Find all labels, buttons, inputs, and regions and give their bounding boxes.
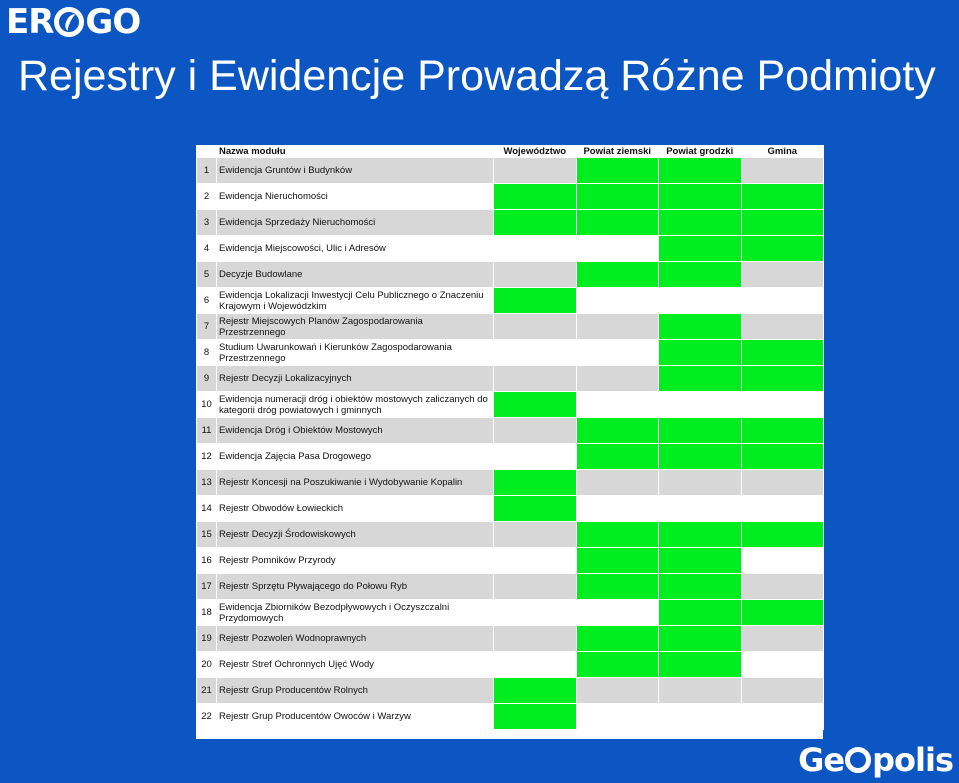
module-name: Ewidencja Zbiorników Bezodpływowych i Oczyszczalni Przydomowych: [217, 600, 494, 626]
table-row: [197, 522, 824, 548]
cell-powiat-grodzki: [659, 470, 742, 496]
cell-wojewodztwo: [494, 340, 577, 366]
cell-powiat-ziemski: [576, 678, 659, 704]
row-number: 4: [197, 236, 217, 262]
row-number: 15: [197, 522, 217, 548]
cell-powiat-grodzki: [659, 678, 742, 704]
ergo-logo-left: ER: [6, 2, 54, 42]
cell-wojewodztwo: [494, 158, 577, 184]
row-number: 10: [197, 392, 217, 418]
cell-powiat-ziemski: [576, 314, 659, 340]
table-row: [197, 288, 824, 314]
header-module-name: Nazwa modułu: [217, 146, 494, 158]
module-name: Rejestr Obwodów Łowieckich: [217, 496, 494, 522]
page-title: Rejestry i Ewidencje Prowadzą Różne Podmioty: [18, 52, 936, 100]
table-row: [197, 314, 824, 340]
cell-gmina: [741, 574, 824, 600]
cell-powiat-grodzki: [659, 652, 742, 678]
table-row: [197, 210, 824, 236]
cell-gmina: [741, 288, 824, 314]
cell-gmina: [741, 366, 824, 392]
module-name: Studium Uwarunkowań i Kierunków Zagospodarowania Przestrzennego: [217, 340, 494, 366]
cell-powiat-grodzki: [659, 184, 742, 210]
cell-gmina: [741, 184, 824, 210]
cell-wojewodztwo: [494, 184, 577, 210]
geopolis-logo-left: Ge: [798, 741, 845, 779]
cell-gmina: [741, 262, 824, 288]
cell-powiat-ziemski: [576, 470, 659, 496]
cell-gmina: [741, 600, 824, 626]
row-number: 19: [197, 626, 217, 652]
module-name: Ewidencja Gruntów i Budynków: [217, 158, 494, 184]
table-row: [197, 444, 824, 470]
table-row: [197, 470, 824, 496]
cell-gmina: [741, 236, 824, 262]
module-name: Ewidencja Nieruchomości: [217, 184, 494, 210]
cell-powiat-grodzki: [659, 392, 742, 418]
cell-wojewodztwo: [494, 288, 577, 314]
cell-wojewodztwo: [494, 574, 577, 600]
cell-powiat-ziemski: [576, 418, 659, 444]
cell-wojewodztwo: [494, 470, 577, 496]
cell-powiat-ziemski: [576, 262, 659, 288]
cell-wojewodztwo: [494, 522, 577, 548]
cell-powiat-ziemski: [576, 652, 659, 678]
cell-powiat-grodzki: [659, 548, 742, 574]
cell-powiat-ziemski: [576, 574, 659, 600]
row-number: 22: [197, 704, 217, 730]
cell-powiat-grodzki: [659, 236, 742, 262]
module-name: Decyzje Budowlane: [217, 262, 494, 288]
cell-gmina: [741, 704, 824, 730]
table-body: [197, 158, 824, 730]
row-number: 18: [197, 600, 217, 626]
module-name: Rejestr Grup Producentów Rolnych: [217, 678, 494, 704]
module-name: Rejestr Miejscowych Planów Zagospodarowania Przestrzennego: [217, 314, 494, 340]
cell-powiat-grodzki: [659, 496, 742, 522]
module-name: Rejestr Stref Ochronnych Ujęć Wody: [217, 652, 494, 678]
cell-gmina: [741, 678, 824, 704]
row-number: 11: [197, 418, 217, 444]
cell-wojewodztwo: [494, 418, 577, 444]
cell-powiat-grodzki: [659, 262, 742, 288]
cell-powiat-ziemski: [576, 548, 659, 574]
geopolis-swirl-icon: [845, 747, 871, 773]
module-name: Ewidencja Zajęcia Pasa Drogowego: [217, 444, 494, 470]
cell-powiat-grodzki: [659, 288, 742, 314]
module-name: Ewidencja numeracji dróg i obiektów mostowych zaliczanych do kategorii dróg powiatowych i gminnych: [217, 392, 494, 418]
cell-powiat-grodzki: [659, 626, 742, 652]
row-number: 1: [197, 158, 217, 184]
cell-powiat-grodzki: [659, 704, 742, 730]
cell-gmina: [741, 626, 824, 652]
table-row: [197, 678, 824, 704]
row-number: 6: [197, 288, 217, 314]
cell-powiat-ziemski: [576, 340, 659, 366]
row-number: 3: [197, 210, 217, 236]
table-row: [197, 184, 824, 210]
cell-wojewodztwo: [494, 236, 577, 262]
table-row: [197, 496, 824, 522]
cell-gmina: [741, 210, 824, 236]
cell-powiat-ziemski: [576, 210, 659, 236]
table-row: [197, 366, 824, 392]
cell-powiat-ziemski: [576, 600, 659, 626]
cell-powiat-grodzki: [659, 210, 742, 236]
cell-gmina: [741, 522, 824, 548]
cell-wojewodztwo: [494, 210, 577, 236]
cell-powiat-ziemski: [576, 392, 659, 418]
row-number: 8: [197, 340, 217, 366]
cell-powiat-ziemski: [576, 158, 659, 184]
cell-powiat-ziemski: [576, 626, 659, 652]
table-row: [197, 236, 824, 262]
cell-powiat-grodzki: [659, 600, 742, 626]
row-number: 17: [197, 574, 217, 600]
header-powiat-ziemski: Powiat ziemski: [576, 146, 659, 158]
table-row: [197, 704, 824, 730]
module-name: Rejestr Decyzji Lokalizacyjnych: [217, 366, 494, 392]
cell-gmina: [741, 392, 824, 418]
ergo-swirl-icon: [54, 7, 84, 37]
registry-table: [196, 145, 824, 730]
cell-wojewodztwo: [494, 704, 577, 730]
row-number: 2: [197, 184, 217, 210]
cell-wojewodztwo: [494, 314, 577, 340]
row-number: 21: [197, 678, 217, 704]
cell-powiat-ziemski: [576, 184, 659, 210]
cell-gmina: [741, 652, 824, 678]
header-powiat-grodzki: Powiat grodzki: [659, 146, 742, 158]
cell-wojewodztwo: [494, 678, 577, 704]
row-number: 13: [197, 470, 217, 496]
registry-table-container: [196, 145, 823, 739]
cell-powiat-grodzki: [659, 418, 742, 444]
table-row: [197, 574, 824, 600]
row-number: 14: [197, 496, 217, 522]
geopolis-logo: [798, 741, 953, 779]
table-row: [197, 548, 824, 574]
row-number: 7: [197, 314, 217, 340]
cell-gmina: [741, 418, 824, 444]
module-name: Ewidencja Dróg i Obiektów Mostowych: [217, 418, 494, 444]
cell-powiat-grodzki: [659, 158, 742, 184]
table-row: [197, 418, 824, 444]
cell-powiat-ziemski: [576, 444, 659, 470]
module-name: Rejestr Grup Producentów Owoców i Warzyw: [217, 704, 494, 730]
cell-wojewodztwo: [494, 548, 577, 574]
header-num: [197, 146, 217, 158]
cell-powiat-grodzki: [659, 574, 742, 600]
cell-gmina: [741, 158, 824, 184]
cell-wojewodztwo: [494, 262, 577, 288]
table-row: [197, 158, 824, 184]
cell-wojewodztwo: [494, 600, 577, 626]
table-row: [197, 652, 824, 678]
cell-gmina: [741, 444, 824, 470]
module-name: Rejestr Pozwoleń Wodnoprawnych: [217, 626, 494, 652]
table-row: [197, 392, 824, 418]
cell-wojewodztwo: [494, 626, 577, 652]
module-name: Ewidencja Lokalizacji Inwestycji Celu Publicznego o Znaczeniu Krajowym i Wojewódzkim: [217, 288, 494, 314]
cell-powiat-grodzki: [659, 314, 742, 340]
cell-powiat-ziemski: [576, 496, 659, 522]
module-name: Rejestr Decyzji Środowiskowych: [217, 522, 494, 548]
cell-wojewodztwo: [494, 496, 577, 522]
table-row: [197, 340, 824, 366]
module-name: Ewidencja Sprzedaży Nieruchomości: [217, 210, 494, 236]
header-gmina: Gmina: [741, 146, 824, 158]
table-row: [197, 626, 824, 652]
cell-powiat-ziemski: [576, 236, 659, 262]
cell-gmina: [741, 548, 824, 574]
module-name: Rejestr Sprzętu Pływającego do Połowu Ryb: [217, 574, 494, 600]
table-row: [197, 600, 824, 626]
cell-wojewodztwo: [494, 444, 577, 470]
ergo-logo-right: GO: [85, 2, 141, 42]
cell-powiat-grodzki: [659, 366, 742, 392]
module-name: Ewidencja Miejscowości, Ulic i Adresów: [217, 236, 494, 262]
module-name: Rejestr Pomników Przyrody: [217, 548, 494, 574]
table-header-row: [197, 146, 824, 158]
module-name: Rejestr Koncesji na Poszukiwanie i Wydobywanie Kopalin: [217, 470, 494, 496]
table-row: [197, 262, 824, 288]
cell-powiat-ziemski: [576, 288, 659, 314]
cell-gmina: [741, 340, 824, 366]
row-number: 9: [197, 366, 217, 392]
cell-powiat-grodzki: [659, 340, 742, 366]
cell-wojewodztwo: [494, 392, 577, 418]
cell-gmina: [741, 496, 824, 522]
cell-powiat-ziemski: [576, 704, 659, 730]
cell-gmina: [741, 470, 824, 496]
cell-powiat-grodzki: [659, 522, 742, 548]
cell-wojewodztwo: [494, 652, 577, 678]
row-number: 5: [197, 262, 217, 288]
row-number: 20: [197, 652, 217, 678]
cell-powiat-grodzki: [659, 444, 742, 470]
cell-powiat-ziemski: [576, 366, 659, 392]
cell-powiat-ziemski: [576, 522, 659, 548]
cell-gmina: [741, 314, 824, 340]
row-number: 16: [197, 548, 217, 574]
header-wojewodztwo: Województwo: [494, 146, 577, 158]
geopolis-logo-right: polis: [872, 741, 953, 779]
cell-wojewodztwo: [494, 366, 577, 392]
row-number: 12: [197, 444, 217, 470]
ergo-logo: [6, 4, 140, 40]
